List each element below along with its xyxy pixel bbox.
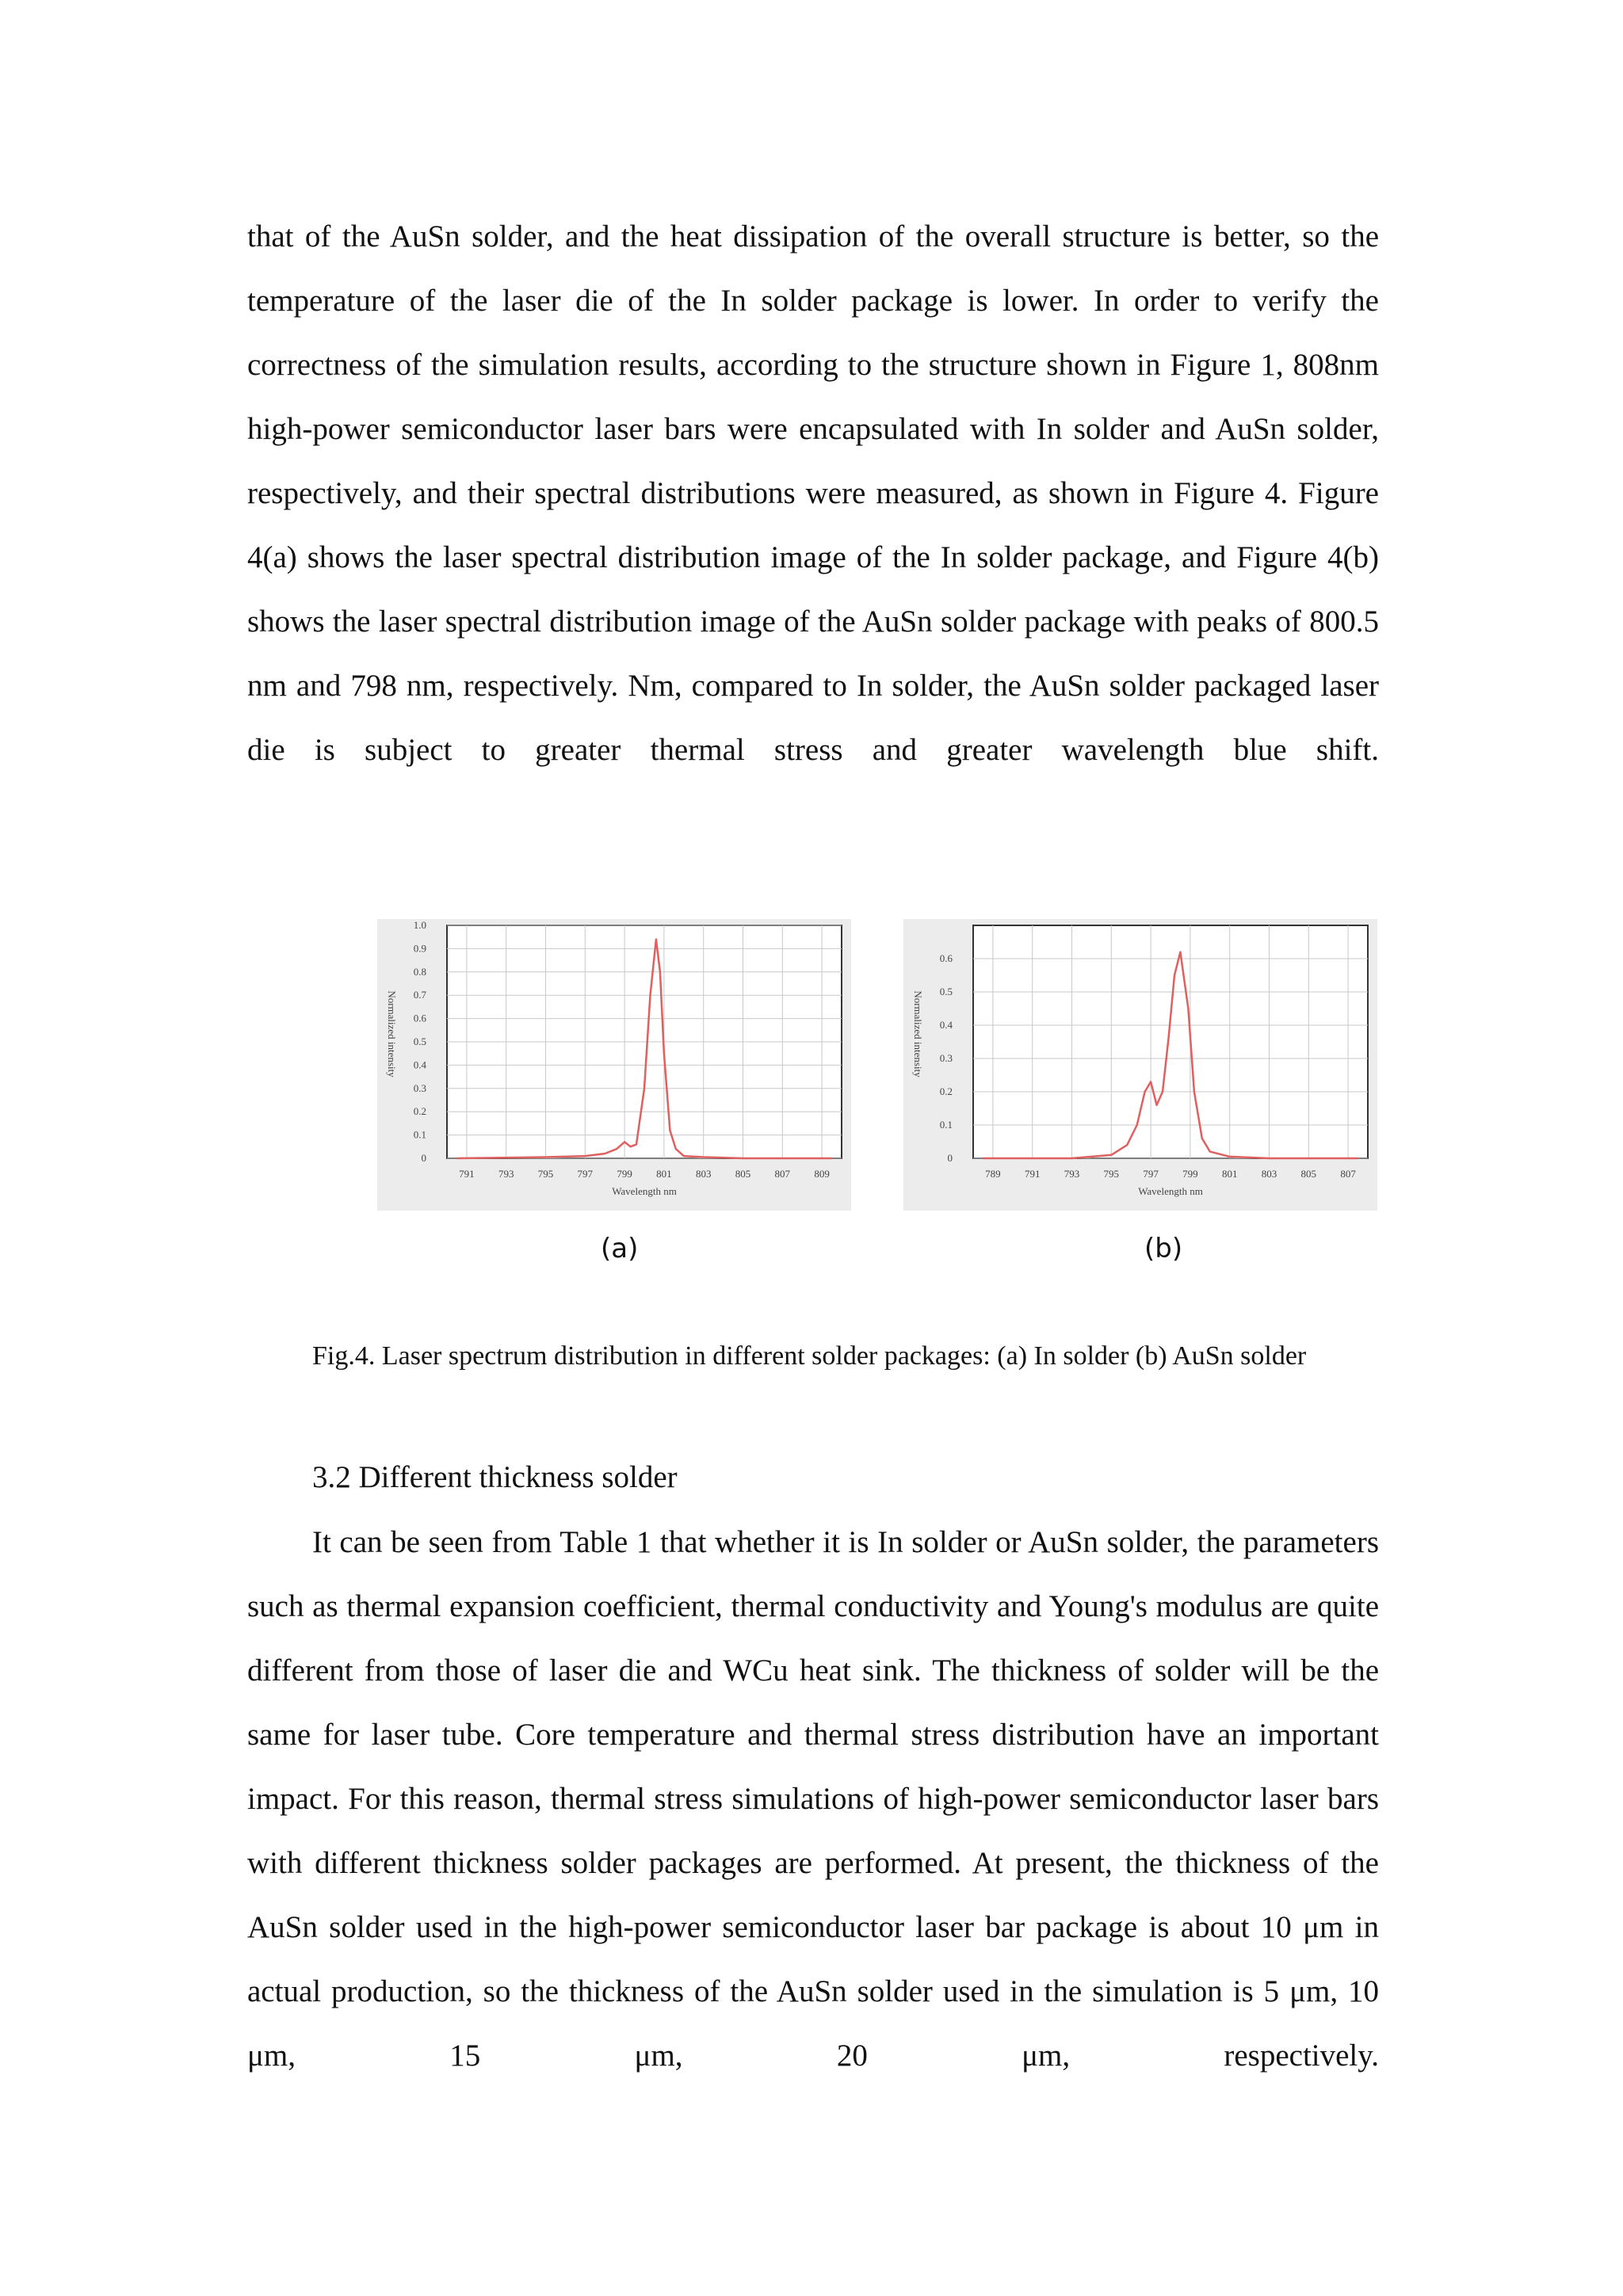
spectrum-chart-b (903, 919, 1377, 1211)
chart-b-y-tick-label: 0.3 (939, 1052, 953, 1064)
chart-a-y-tick-label: 0.4 (413, 1058, 426, 1071)
chart-b-x-tick-label: 791 (1024, 1168, 1041, 1180)
chart-b-y-tick-label: 0.4 (939, 1019, 953, 1031)
chart-a-y-tick-label: 0.6 (413, 1012, 426, 1024)
subfigure-label-b: (b) (1144, 1233, 1183, 1264)
chart-a-y-tick-label: 0.2 (413, 1105, 426, 1118)
chart-b-x-tick-label: 807 (1340, 1168, 1356, 1180)
chart-a-x-axis-label: Wavelength nm (612, 1185, 677, 1197)
chart-a-x-tick-label: 809 (814, 1168, 830, 1180)
chart-b-x-tick-label: 795 (1103, 1168, 1120, 1180)
chart-a-y-tick-label: 0.9 (413, 942, 426, 955)
chart-a-y-tick-label: 0.1 (413, 1128, 426, 1141)
chart-a-x-tick-label: 793 (498, 1168, 514, 1180)
chart-b-x-tick-label: 789 (985, 1168, 1001, 1180)
chart-b-x-tick-label: 793 (1064, 1168, 1080, 1180)
subfigure-label-a: (a) (601, 1233, 639, 1264)
figure-caption: Fig.4. Laser spectrum distribution in different solder packages: (a) In solder (b) AuSn solder (312, 1341, 1307, 1371)
chart-a-x-tick-label: 803 (695, 1168, 712, 1180)
chart-a-x-tick-label: 797 (577, 1168, 594, 1180)
chart-a-y-tick-label: 1.0 (413, 919, 426, 931)
spectrum-chart-b-plot (903, 919, 1377, 1211)
chart-b-y-tick-label: 0.2 (939, 1085, 953, 1097)
chart-b-y-axis-label: Normalized intensity (912, 990, 924, 1077)
spectrum-chart-a-plot (377, 919, 851, 1211)
chart-a-x-tick-label: 801 (656, 1168, 672, 1180)
chart-a-x-tick-label: 791 (459, 1168, 475, 1180)
body-paragraph-2-text: It can be seen from Table 1 that whether it is In solder or AuSn solder, the parameters such as thermal expansion coefficient, thermal conductivity and Young's modulus are quite different from those of laser die and WCu heat sink. The thickness of solder will be the same for laser tube. Core temperature and thermal stress distribution have an important impact. For this reason, thermal stress simulations of high-power semiconductor laser bars with different thickness solder packages are performed. At present, the thickness of the AuSn solder used in the high-power semiconductor laser bar package is about 10 μm in actual production, so the thickness of the AuSn solder used in the simulation is 5 μm, 10 μm, 15 μm, 20 μm, respectively. (247, 1525, 1379, 2073)
chart-b-y-tick-label: 0.5 (939, 986, 953, 997)
chart-b-x-tick-label: 803 (1261, 1168, 1277, 1180)
spectrum-chart-a (377, 919, 851, 1211)
chart-b-y-tick-label: 0 (947, 1152, 953, 1164)
chart-a-x-tick-label: 795 (537, 1168, 554, 1180)
chart-b-x-axis-label: Wavelength nm (1138, 1185, 1203, 1197)
chart-a-y-tick-label: 0.5 (413, 1035, 426, 1047)
chart-b-y-tick-label: 0.1 (939, 1119, 953, 1131)
chart-a-x-tick-label: 807 (774, 1168, 791, 1180)
chart-b-x-tick-label: 805 (1300, 1168, 1317, 1180)
chart-a-y-tick-label: 0 (421, 1152, 426, 1164)
section-heading: 3.2 Different thickness solder (312, 1460, 678, 1494)
chart-b-x-tick-label: 799 (1182, 1168, 1198, 1180)
chart-a-y-tick-label: 0.8 (413, 965, 426, 978)
chart-a-y-tick-label: 0.3 (413, 1081, 426, 1094)
chart-a-y-tick-label: 0.7 (413, 989, 426, 1001)
chart-b-x-tick-label: 797 (1143, 1168, 1159, 1180)
body-paragraph-2 (247, 1510, 1379, 2152)
chart-a-x-tick-label: 805 (735, 1168, 751, 1180)
chart-a-x-tick-label: 799 (617, 1168, 632, 1180)
chart-b-y-tick-label: 0.6 (939, 952, 953, 964)
body-paragraph-1: that of the AuSn solder, and the heat dissipation of the overall structure is better, so the temperature of the laser die of the In solder package is lower. In order to verify the correctness of the simulation results, according to the structure shown in Figure 1, 808nm high-power semiconductor laser bars were encapsulated with In solder and AuSn solder, respectively, and their spectral distributions were measured, as shown in Figure 4. Figure 4(a) shows the laser spectral distribution image of the In solder package, and Figure 4(b) shows the laser spectral distribution image of the AuSn solder package with peaks of 800.5 nm and 798 nm, respectively. Nm, compared to In solder, the AuSn solder packaged laser die is subject to greater thermal stress and greater wavelength blue shift. (247, 219, 1379, 767)
chart-a-y-axis-label: Normalized intensity (386, 990, 398, 1077)
chart-b-x-tick-label: 801 (1221, 1168, 1238, 1180)
